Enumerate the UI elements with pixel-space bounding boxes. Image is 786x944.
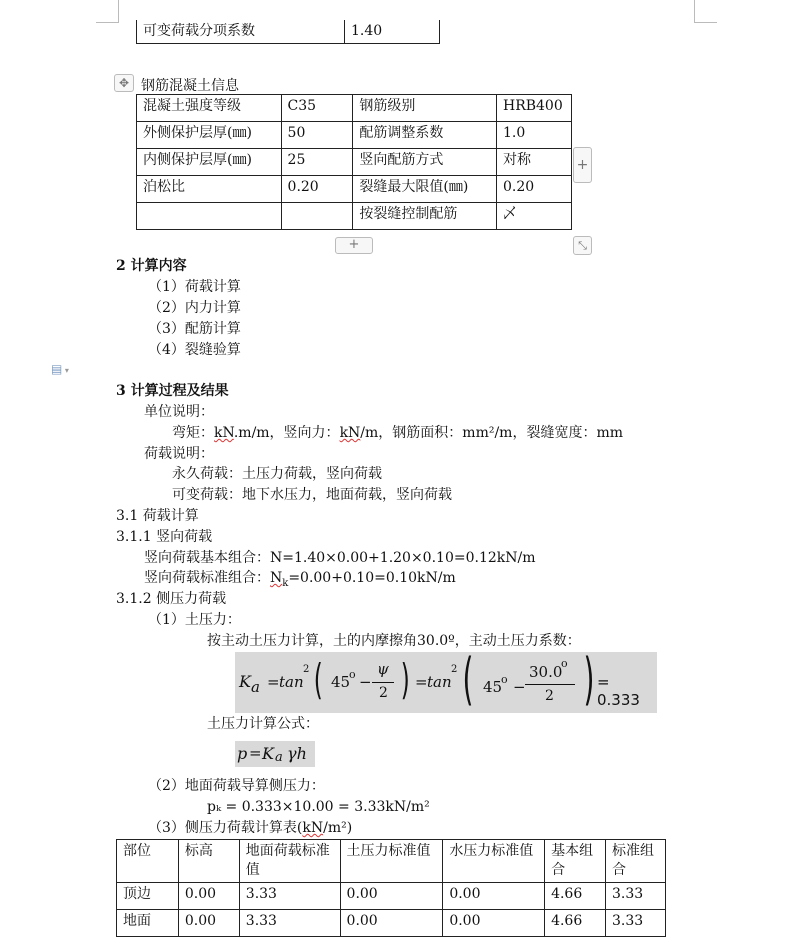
table-header-cell: 部位 <box>117 840 179 883</box>
table-cell: 钢筋级别 <box>353 95 497 122</box>
table-row <box>137 176 572 203</box>
s312-heading: 3.1.2 侧压力荷载 <box>116 591 227 607</box>
table-header-cell: 地面荷载标准值 <box>239 840 340 883</box>
section2-item: （3）配筋计算 <box>148 321 241 337</box>
table-cell: 3.33 <box>606 910 666 937</box>
table-row <box>137 203 572 230</box>
table-cell: 0.20 <box>496 176 571 203</box>
table-cell: 0.00 <box>443 883 545 910</box>
section2-item: （2）内力计算 <box>148 300 241 316</box>
table-cell: 竖向配筋方式 <box>353 149 497 176</box>
table-cell: 对称 <box>496 149 571 176</box>
document-margin-icon[interactable]: ▤ ▾ <box>51 362 69 376</box>
lateral-pressure-table <box>116 839 666 937</box>
table-resize-handle-icon[interactable]: ⤡ <box>573 236 592 255</box>
concrete-info-table <box>136 94 572 230</box>
table-cell: 0.00 <box>178 910 239 937</box>
table-cell: 配筋调整系数 <box>353 122 497 149</box>
section2-item: （1）荷载计算 <box>148 279 241 295</box>
table-cell: 外侧保护层厚(㎜) <box>137 122 282 149</box>
s31-heading: 3.1 荷载计算 <box>116 508 199 524</box>
table-cell: 0.00 <box>443 910 545 937</box>
unit-label: 单位说明： <box>144 404 214 420</box>
vertical-standard-combo: 竖向荷载标准组合：$N_k=0.00+0.10=0.10kN/m$ <box>144 570 456 589</box>
table-row <box>137 122 572 149</box>
table-header-cell: 基本组合 <box>545 840 606 883</box>
ka-formula: K a = tan 2 ( 45 o − ψ 2 ) = tan 2 ( 45 o − 30.0 o 2 ) = 0.333 <box>235 652 657 713</box>
table-cell <box>281 203 353 230</box>
section2-heading: 2 计算内容 <box>116 258 187 274</box>
table-cell: 3.33 <box>606 883 666 910</box>
concrete-section-title: 钢筋混凝土信息 <box>141 78 239 94</box>
section3-heading: 3 计算过程及结果 <box>116 383 229 399</box>
variable-load-table <box>136 20 440 44</box>
table-cell: HRB400 <box>496 95 571 122</box>
table-cell: 1.0 <box>496 122 571 149</box>
table-cell: 0.20 <box>281 176 353 203</box>
variable-load-value: 1.40 <box>345 20 440 44</box>
table-cell: C35 <box>281 95 353 122</box>
table-cell: 地面 <box>117 910 179 937</box>
soil-pressure-desc: 按主动土压力计算，土的内摩擦角30.0º，主动土压力系数： <box>207 633 581 649</box>
pk-line: pₖ = 0.333×10.00 = 3.33kN/m² <box>207 799 430 815</box>
table-cell: 裂缝最大限值(㎜) <box>353 176 497 203</box>
table-cell: 3.33 <box>239 910 340 937</box>
p-formula: p = K a γh <box>235 741 315 767</box>
table-row <box>117 883 666 910</box>
table-cell: 顶边 <box>117 883 179 910</box>
s311-heading: 3.1.1 竖向荷载 <box>116 529 213 545</box>
table-cell: 0.00 <box>340 883 443 910</box>
table-move-handle-icon[interactable]: ✥ <box>114 74 134 92</box>
table-header-cell: 水压力标准值 <box>443 840 545 883</box>
add-row-button[interactable]: + <box>335 237 373 254</box>
table-cell: 4.66 <box>545 883 606 910</box>
table-cell: 泊松比 <box>137 176 282 203</box>
table-cell: 0.00 <box>340 910 443 937</box>
ground-load-label: （2）地面荷载导算侧压力： <box>148 778 325 794</box>
table-header-cell: 标准组合 <box>606 840 666 883</box>
table-cell: 乄 <box>496 203 571 230</box>
table-cell: 25 <box>281 149 353 176</box>
table-cell: 按裂缝控制配筋 <box>353 203 497 230</box>
table-cell: 3.33 <box>239 883 340 910</box>
table-cell <box>137 203 282 230</box>
table-cell: 混凝土强度等级 <box>137 95 282 122</box>
load-label: 荷载说明： <box>144 446 214 462</box>
add-column-button[interactable]: + <box>573 147 592 183</box>
permanent-load: 永久荷载：土压力荷载，竖向荷载 <box>172 466 382 482</box>
table-header-cell: 标高 <box>178 840 239 883</box>
variable-load: 可变荷载：地下水压力，地面荷载，竖向荷载 <box>172 487 452 503</box>
table-cell: 4.66 <box>545 910 606 937</box>
unit-description: 弯矩：kN.m/m，竖向力：kN/m，钢筋面积：mm²/m，裂缝宽度：mm <box>172 425 623 441</box>
section2-item: （4）裂缝验算 <box>148 342 241 358</box>
soil-pressure-label: （1）土压力： <box>148 612 241 628</box>
pressure-table-label: （3）侧压力荷载计算表(kN/m²) <box>148 820 353 836</box>
crop-mark-left <box>96 0 119 23</box>
variable-load-label: 可变荷载分项系数 <box>137 20 345 44</box>
table-cell: 0.00 <box>178 883 239 910</box>
crop-mark-right <box>694 0 717 23</box>
table-row <box>137 149 572 176</box>
table-row <box>137 95 572 122</box>
table-cell: 内侧保护层厚(㎜) <box>137 149 282 176</box>
table-header-cell: 土压力标准值 <box>340 840 443 883</box>
vertical-basic-combo: 竖向荷载基本组合：N=1.40×0.00+1.20×0.10=0.12kN/m <box>144 550 536 566</box>
soil-formula-label: 土压力计算公式： <box>207 716 319 732</box>
table-cell: 50 <box>281 122 353 149</box>
table-header-row <box>117 840 666 883</box>
table-row <box>117 910 666 937</box>
